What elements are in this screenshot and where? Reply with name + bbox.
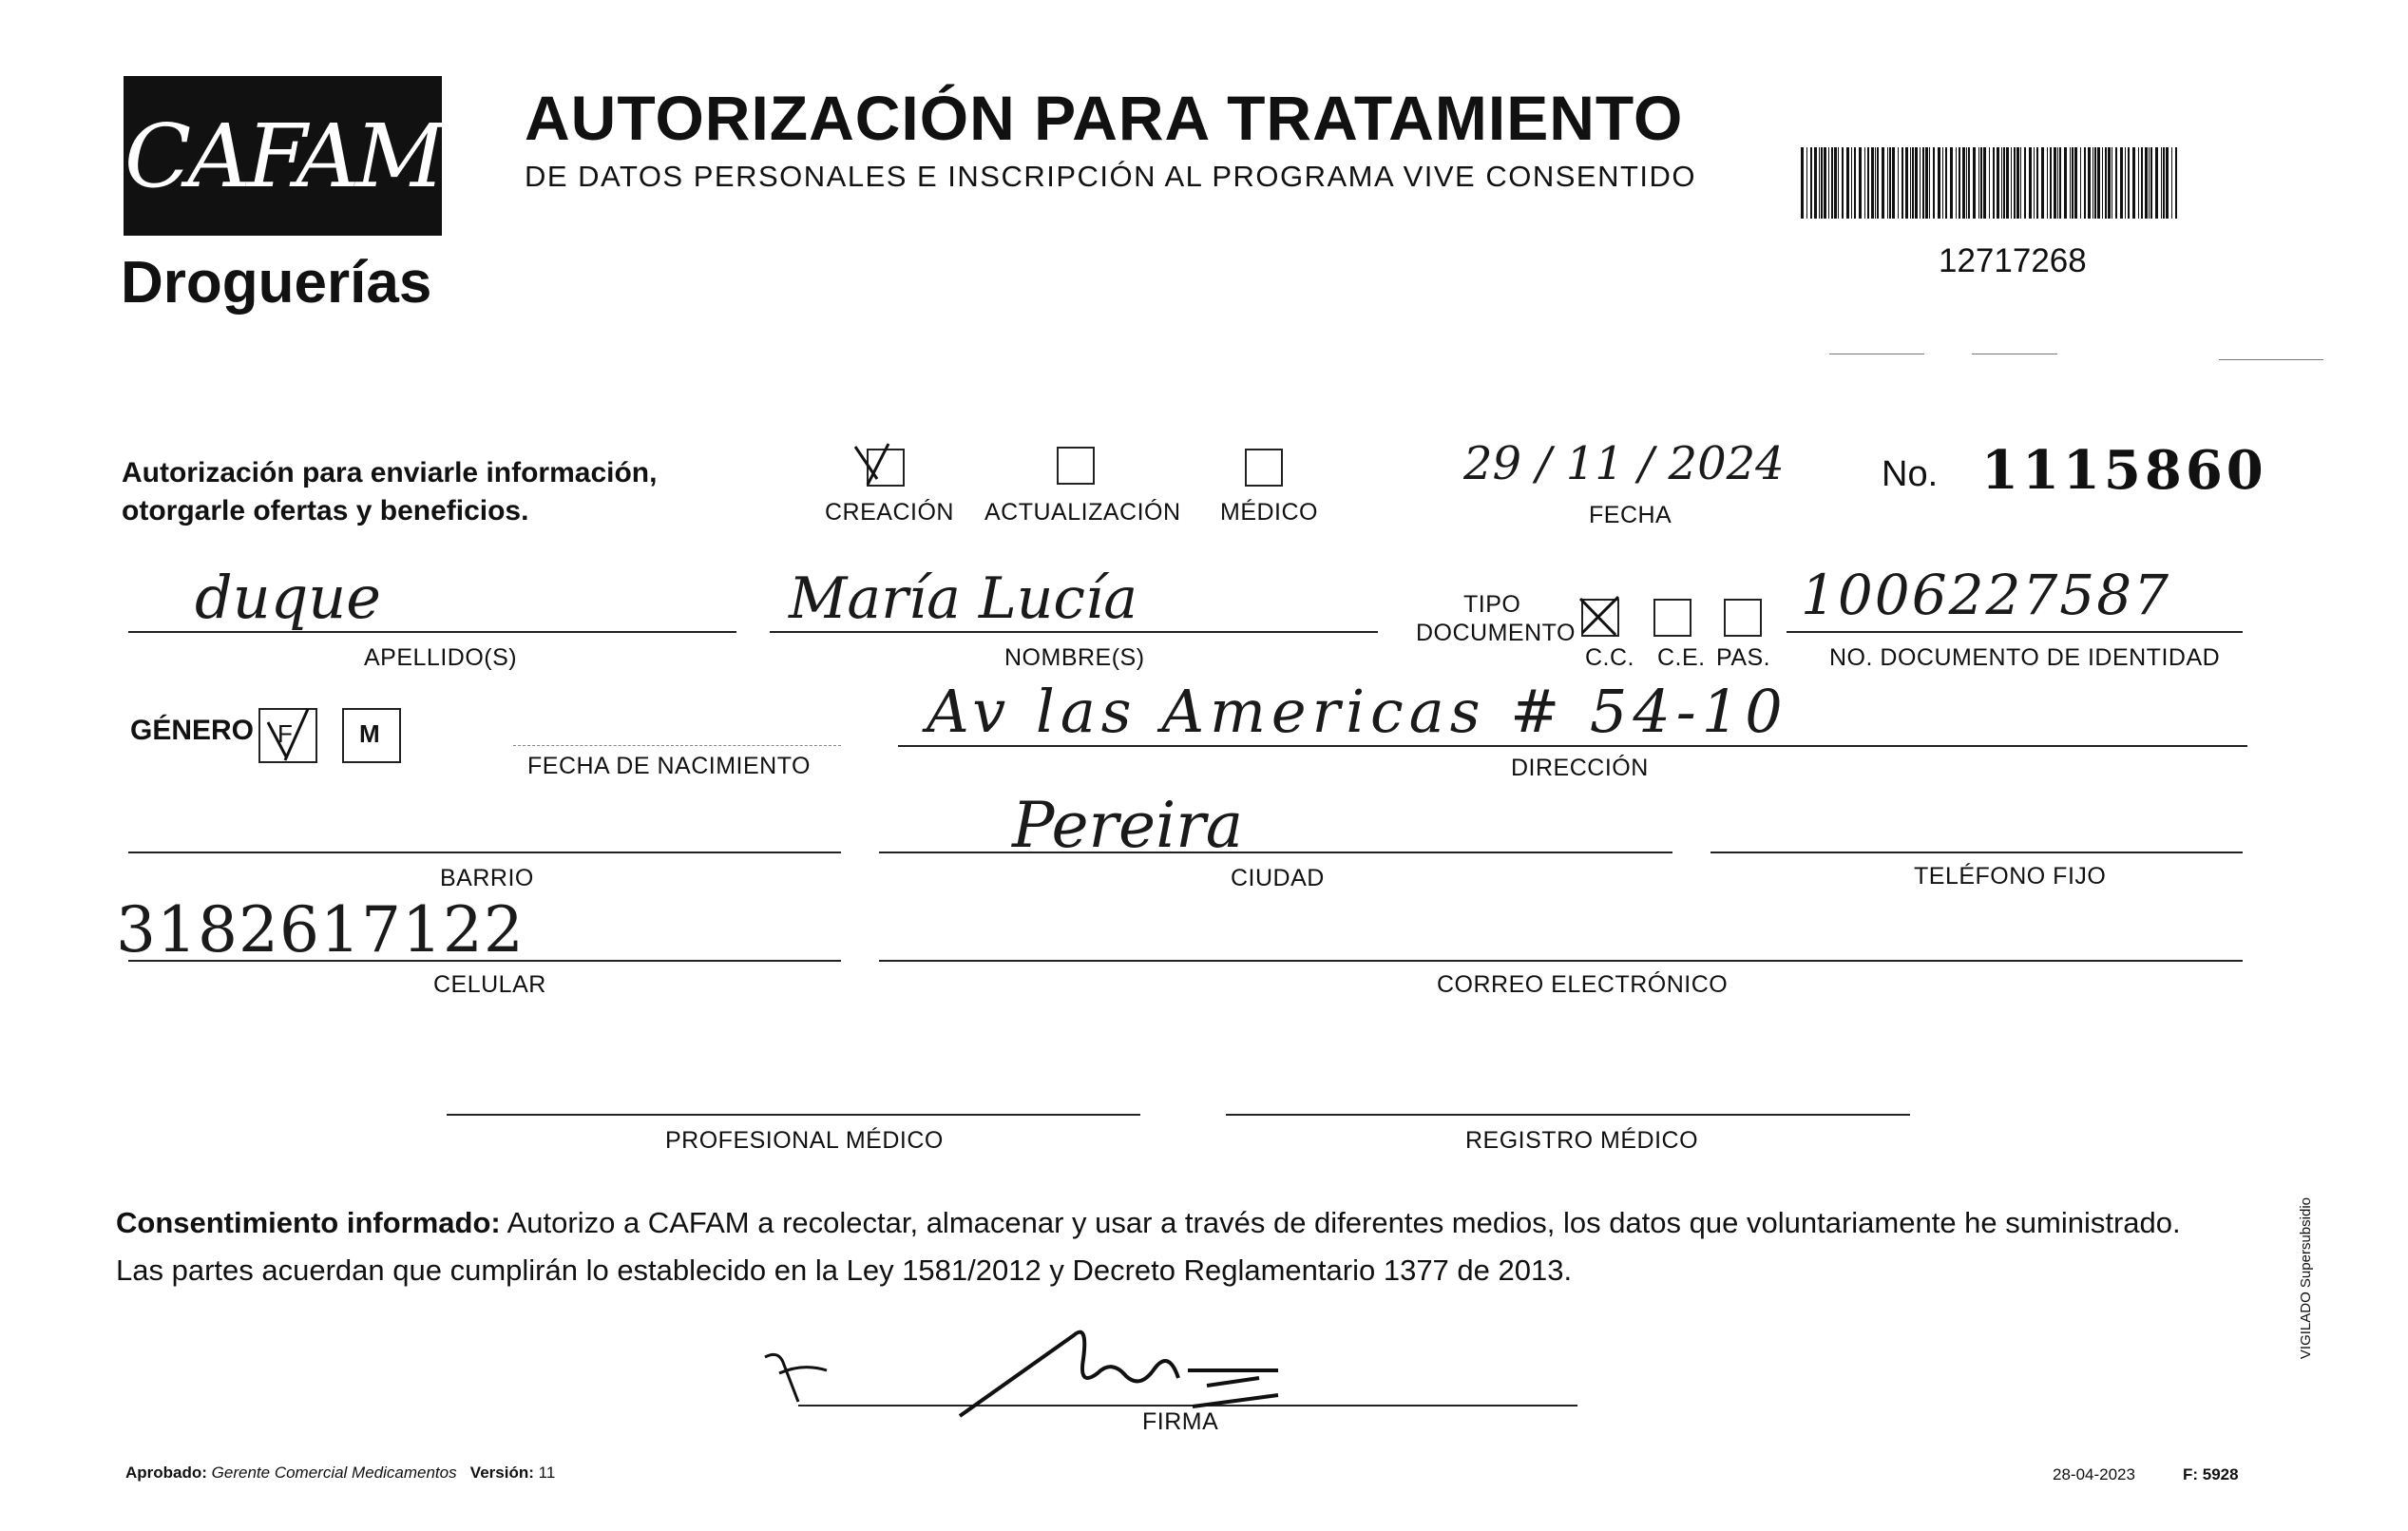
barcode-bar — [1892, 147, 1895, 219]
footer-date: 28-04-2023 — [2053, 1465, 2135, 1483]
barcode-bar — [2094, 147, 2096, 219]
barcode-bar — [2020, 147, 2021, 219]
barcode-bar — [1846, 147, 1849, 219]
correo-label: CORREO ELECTRÓNICO — [1437, 971, 1729, 998]
celular-label: CELULAR — [433, 971, 546, 998]
barcode-bar — [1942, 147, 1943, 219]
barcode-bar — [2102, 147, 2103, 219]
barcode-bar — [2125, 147, 2126, 219]
numero-documento-underline — [1787, 631, 2243, 633]
cafam-logo — [124, 76, 442, 236]
footer-approval — [125, 1464, 555, 1483]
registro-medico-underline — [1226, 1114, 1910, 1116]
actualizacion-label: ACTUALIZACIÓN — [984, 499, 1181, 526]
barcode-bar — [1945, 147, 1947, 219]
barcode-bar — [2175, 147, 2177, 219]
firma-label: FIRMA — [1142, 1408, 1219, 1435]
barcode-bar — [2132, 147, 2135, 219]
barcode-bar — [1959, 147, 1960, 219]
ce-label: C.E. — [1657, 644, 1706, 671]
barrio-underline — [128, 852, 841, 853]
barcode-bar — [2036, 147, 2038, 219]
barcode-bar — [1842, 147, 1844, 219]
barcode-bar — [2003, 147, 2005, 219]
numero-documento-value[interactable]: 1006227587 — [1801, 563, 2171, 627]
barcode-bar — [2041, 147, 2044, 219]
barcode-bar — [1933, 147, 1935, 219]
form-number-prefix: No. — [1882, 454, 1939, 494]
signature-drawing — [760, 1283, 1425, 1426]
ciudad-underline — [879, 852, 1672, 853]
version-label: Versión: — [469, 1464, 534, 1482]
barcode-bar — [2163, 147, 2165, 219]
barcode-bar — [1910, 147, 1911, 219]
logo-text: CAFAM — [124, 105, 442, 207]
barcode-bar — [2074, 147, 2077, 219]
barcode-bar — [1950, 147, 1953, 219]
barcode-bar — [2072, 147, 2074, 219]
barcode-bar — [2014, 147, 2016, 219]
barcode-bar — [1929, 147, 1930, 219]
brand-label: Droguerías — [121, 250, 432, 316]
barcode-bar — [2011, 147, 2012, 219]
consent-line-2: Las partes acuerdan que cumplirán lo establecido en la Ley 1581/2012 y Decreto Reglamentario 1377 de 2013. — [116, 1254, 1573, 1287]
header-divider — [2219, 359, 2323, 360]
medico-checkbox[interactable] — [1245, 449, 1283, 487]
barcode-bar — [2141, 147, 2143, 219]
barcode-bar — [2161, 147, 2162, 219]
barcode-bar — [2006, 147, 2009, 219]
barcode-bar — [1912, 147, 1914, 219]
barcode-bar — [2138, 147, 2139, 219]
barcode-bar — [1966, 147, 1967, 219]
barcode-bar — [1806, 147, 1807, 219]
telefono-fijo-label: TELÉFONO FIJO — [1914, 863, 2107, 890]
ciudad-label: CIUDAD — [1231, 865, 1325, 891]
intro-line-1: Autorización para enviarle información, — [122, 457, 658, 488]
genero-m-label: M — [359, 719, 380, 748]
barcode-bar — [2064, 147, 2067, 219]
tipo-doc-label-1: TIPO — [1463, 591, 1521, 618]
barcode-bar — [1859, 147, 1862, 219]
pas-checkbox[interactable] — [1724, 599, 1762, 637]
barcode-bar — [1920, 147, 1921, 219]
fecha-nacimiento-label: FECHA DE NACIMIENTO — [527, 753, 811, 779]
barcode-bar — [2080, 147, 2081, 219]
barcode-bar — [1828, 147, 1829, 219]
barcode-bar — [2070, 147, 2071, 219]
barcode-bar — [1851, 147, 1852, 219]
barcode-bar — [2088, 147, 2091, 219]
barcode-bar — [1905, 147, 1908, 219]
barcode-bar — [2171, 147, 2172, 219]
nombres-value[interactable]: María Lucía — [789, 565, 1137, 632]
barcode-bar — [1819, 147, 1820, 219]
barcode-bar — [1993, 147, 1995, 219]
barcode-bar — [1864, 147, 1865, 219]
barcode-bar — [1925, 147, 1928, 219]
barcode-bar — [1973, 147, 1976, 219]
barcode-bar — [2128, 147, 2130, 219]
profesional-medico-label: PROFESIONAL MÉDICO — [665, 1127, 944, 1154]
fecha-nacimiento-underline — [513, 745, 841, 746]
intro-text — [122, 454, 787, 530]
creacion-label: CREACIÓN — [825, 499, 954, 526]
genero-f-label: F — [277, 719, 293, 748]
barcode-bar — [1831, 147, 1833, 219]
barcode-bar — [1810, 147, 1812, 219]
barcode-bar — [2115, 147, 2117, 219]
barcode-bar — [2105, 147, 2107, 219]
aprobado-label: Aprobado: — [125, 1464, 207, 1482]
barcode-bar — [1877, 147, 1879, 219]
consent-line-1 — [116, 1199, 2264, 1247]
barcode-bar — [1838, 147, 1839, 219]
barcode-bar — [1824, 147, 1826, 219]
barcode-bar — [1915, 147, 1918, 219]
barcode-bar — [1814, 147, 1817, 219]
barcode-bar — [1867, 147, 1869, 219]
barcode-bar — [1997, 147, 1999, 219]
barcode-bar — [1968, 147, 1970, 219]
form-number: 1115860 — [1981, 439, 2267, 502]
tipo-doc-label-2: DOCUMENTO — [1416, 620, 1576, 646]
barcode-bar — [1854, 147, 1856, 219]
barcode-bar — [1887, 147, 1888, 219]
telefono-fijo-underline — [1710, 852, 2243, 853]
fecha-value[interactable]: 29 / 11 / 2024 — [1463, 437, 1785, 490]
barcode-bar — [2024, 147, 2026, 219]
aprobado-value: Gerente Comercial Medicamentos — [211, 1464, 457, 1482]
genero-f-check-mark — [258, 701, 325, 768]
pas-label: PAS. — [1716, 644, 1771, 671]
apellidos-value[interactable]: duque — [195, 563, 381, 632]
barcode-bar — [1922, 147, 1924, 219]
consent-text — [116, 1199, 2264, 1294]
correo-underline — [879, 960, 2243, 962]
barcode-bar — [1871, 147, 1874, 219]
genero-label: GÉNERO — [130, 715, 255, 746]
genero-m-checkbox[interactable] — [342, 708, 401, 763]
nombres-label: NOMBRE(S) — [1004, 644, 1145, 671]
barcode-bar — [2034, 147, 2035, 219]
medico-label: MÉDICO — [1220, 499, 1318, 526]
barcode-bar — [2001, 147, 2002, 219]
barcode-bar — [2029, 147, 2032, 219]
consent-text-1: Autorizo a CAFAM a recolectar, almacenar y usar a través de diferentes medios, los datos que voluntariamente he suministrado. — [500, 1206, 2181, 1239]
vigilado-side-text: VIGILADO Supersubsidio — [2298, 1197, 2314, 1360]
barcode-bar — [2054, 147, 2056, 219]
barcode-bar — [1980, 147, 1982, 219]
barcode-bar — [2145, 147, 2148, 219]
page-title: AUTORIZACIÓN PARA TRATAMIENTO — [525, 83, 1684, 153]
barcode-bar — [2084, 147, 2086, 219]
barcode-bar — [2057, 147, 2058, 219]
cc-label: C.C. — [1585, 644, 1634, 671]
barcode-bar — [2059, 147, 2061, 219]
apellidos-label: APELLIDO(S) — [364, 644, 518, 671]
celular-value[interactable]: 3182617122 — [116, 893, 525, 966]
barcode-bar — [1983, 147, 1986, 219]
registro-medico-label: REGISTRO MÉDICO — [1465, 1127, 1699, 1154]
barcode-bar — [2155, 147, 2158, 219]
version-value: 11 — [538, 1464, 556, 1482]
ce-checkbox[interactable] — [1653, 599, 1691, 637]
barcode-image — [1801, 147, 2181, 219]
barcode-bar — [2050, 147, 2052, 219]
barcode-bar — [2108, 147, 2111, 219]
barcode-bar — [2149, 147, 2150, 219]
barrio-label: BARRIO — [440, 865, 534, 891]
footer-form-code: F: 5928 — [2183, 1465, 2239, 1483]
barcode-bar — [1875, 147, 1876, 219]
barcode-bar — [1834, 147, 1837, 219]
actualizacion-checkbox[interactable] — [1057, 447, 1095, 485]
numero-documento-label: NO. DOCUMENTO DE IDENTIDAD — [1829, 644, 2221, 671]
barcode-bar — [1956, 147, 1957, 219]
profesional-medico-underline — [447, 1114, 1140, 1116]
barcode-bar — [1978, 147, 1979, 219]
creacion-check-mark — [850, 439, 917, 501]
consent-heading: Consentimiento informado: — [116, 1206, 501, 1239]
direccion-label: DIRECCIÓN — [1511, 755, 1649, 781]
barcode-bar — [1882, 147, 1884, 219]
ciudad-value[interactable]: Pereira — [1012, 789, 1244, 862]
barcode-bar — [2047, 147, 2048, 219]
barcode-bar — [1902, 147, 1903, 219]
barcode-bar — [1938, 147, 1940, 219]
barcode-bar — [2120, 147, 2123, 219]
cc-check-mark — [1573, 589, 1630, 646]
direccion-value[interactable]: Av las Americas # 54-10 — [927, 677, 1788, 746]
barcode-bar — [1889, 147, 1891, 219]
fecha-label: FECHA — [1589, 502, 1672, 528]
barcode-bar — [2016, 147, 2019, 219]
barcode-bar — [1821, 147, 1823, 219]
intro-line-2: otorgarle ofertas y beneficios. — [122, 495, 529, 526]
page-subtitle: DE DATOS PERSONALES E INSCRIPCIÓN AL PROGRAMA VIVE CONSENTIDO — [525, 160, 1697, 193]
barcode-number: 12717268 — [1939, 242, 2087, 279]
barcode-bar — [2097, 147, 2100, 219]
barcode-bar — [1962, 147, 1965, 219]
barcode-bar — [2166, 147, 2169, 219]
barcode-bar — [1801, 147, 1804, 219]
barcode-bar — [1898, 147, 1899, 219]
barcode-bar — [2150, 147, 2152, 219]
barcode-bar — [1989, 147, 1990, 219]
